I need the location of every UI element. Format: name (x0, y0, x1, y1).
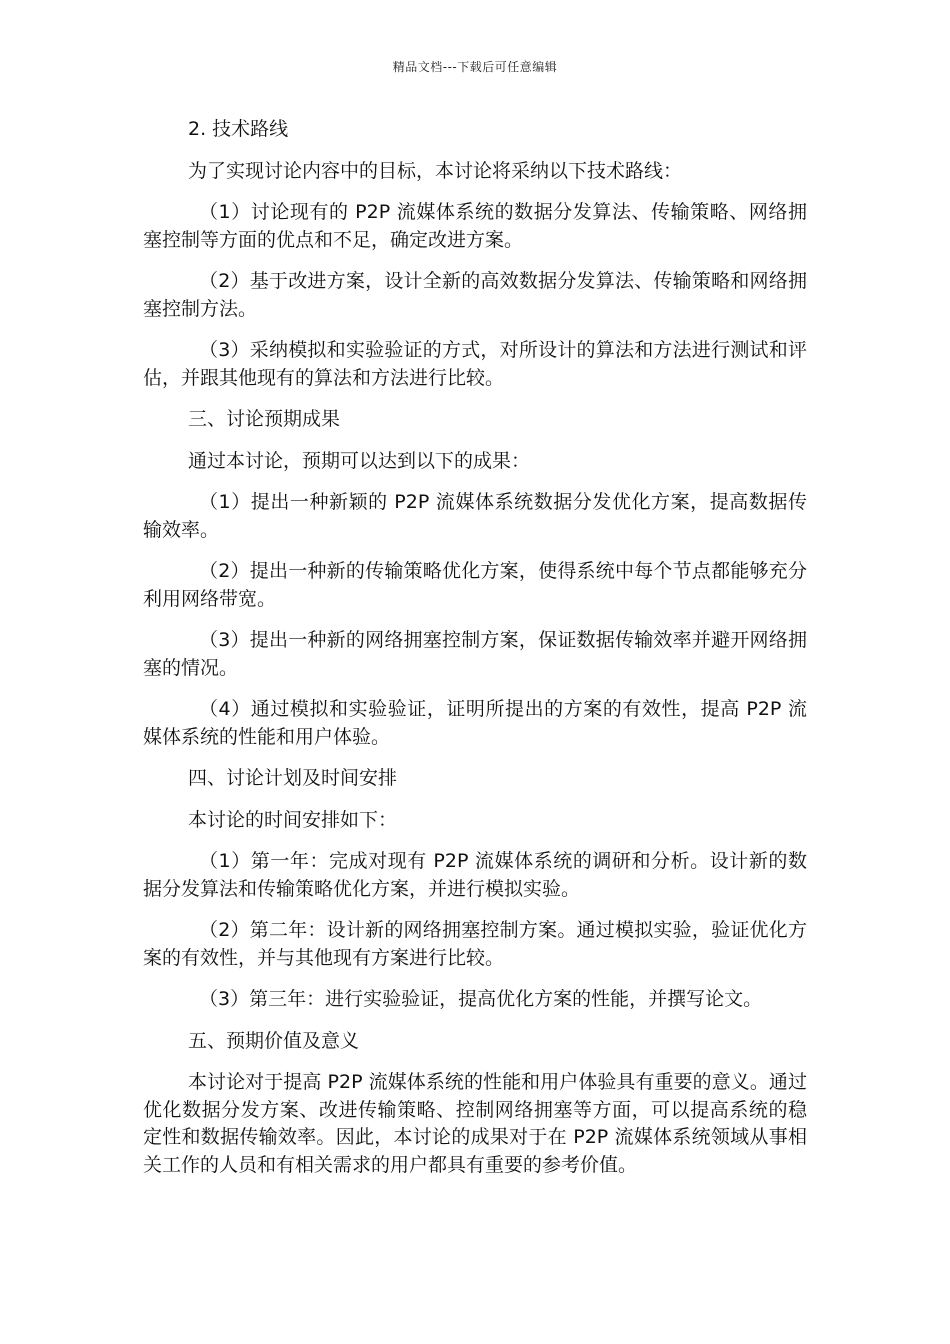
paragraph: 通过本讨论，预期可以达到以下的成果： (188, 449, 531, 472)
section-heading: 四、讨论计划及时间安排 (188, 767, 398, 789)
list-item: （3）第三年：进行实验验证，提高优化方案的性能，并撰写论文。 (199, 988, 763, 1010)
list-item: （2）提出一种新的传输策略优化方案，使得系统中每个节点都能够充分利用网络带宽。 (143, 560, 807, 610)
page-header: 精品文档---下载后可任意编辑 (392, 60, 558, 74)
document-body (143, 116, 807, 1193)
list-item: （2）基于改进方案，设计全新的高效数据分发算法、传输策略和网络拥塞控制方法。 (143, 270, 807, 320)
section-heading: 五、预期价值及意义 (188, 1029, 360, 1052)
paragraph: 本讨论的时间安排如下： (188, 808, 398, 831)
list-item: （1）提出一种新颖的 P2P 流媒体系统数据分发优化方案，提高数据传输效率。 (143, 491, 807, 541)
paragraph: 本讨论对于提高 P2P 流媒体系统的性能和用户体验具有重要的意义。通过优化数据分发方案、改进传输策略、控制网络拥塞等方面，可以提高系统的稳定性和数据传输效率。因此，本讨论的成果对于在 P2P 流媒体系统领域从事相关工作的人员和有相关需求的用户都具有重要的参考价值。 (143, 1071, 807, 1176)
paragraph: 为了实现讨论内容中的目标，本讨论将采纳以下技术路线： (188, 159, 683, 182)
list-item: （3）采纳模拟和实验验证的方式，对所设计的算法和方法进行测试和评估，并跟其他现有的算法和方法进行比较。 (143, 339, 807, 389)
list-item: （1）讨论现有的 P2P 流媒体系统的数据分发算法、传输策略、网络拥塞控制等方面的优点和不足，确定改进方案。 (143, 201, 807, 251)
list-item: （2）第二年：设计新的网络拥塞控制方案。通过模拟实验，验证优化方案的有效性，并与其他现有方案进行比较。 (143, 919, 807, 969)
section-heading: 三、讨论预期成果 (188, 408, 341, 430)
list-item: （3）提出一种新的网络拥塞控制方案，保证数据传输效率并避开网络拥塞的情况。 (143, 629, 807, 679)
list-item: （4）通过模拟和实验验证，证明所提出的方案的有效性，提高 P2P 流媒体系统的性能和用户体验。 (143, 698, 807, 748)
section-heading: 2. 技术路线 (188, 118, 289, 140)
list-item: （1）第一年：完成对现有 P2P 流媒体系统的调研和分析。设计新的数据分发算法和传输策略优化方案，并进行模拟实验。 (143, 850, 807, 900)
